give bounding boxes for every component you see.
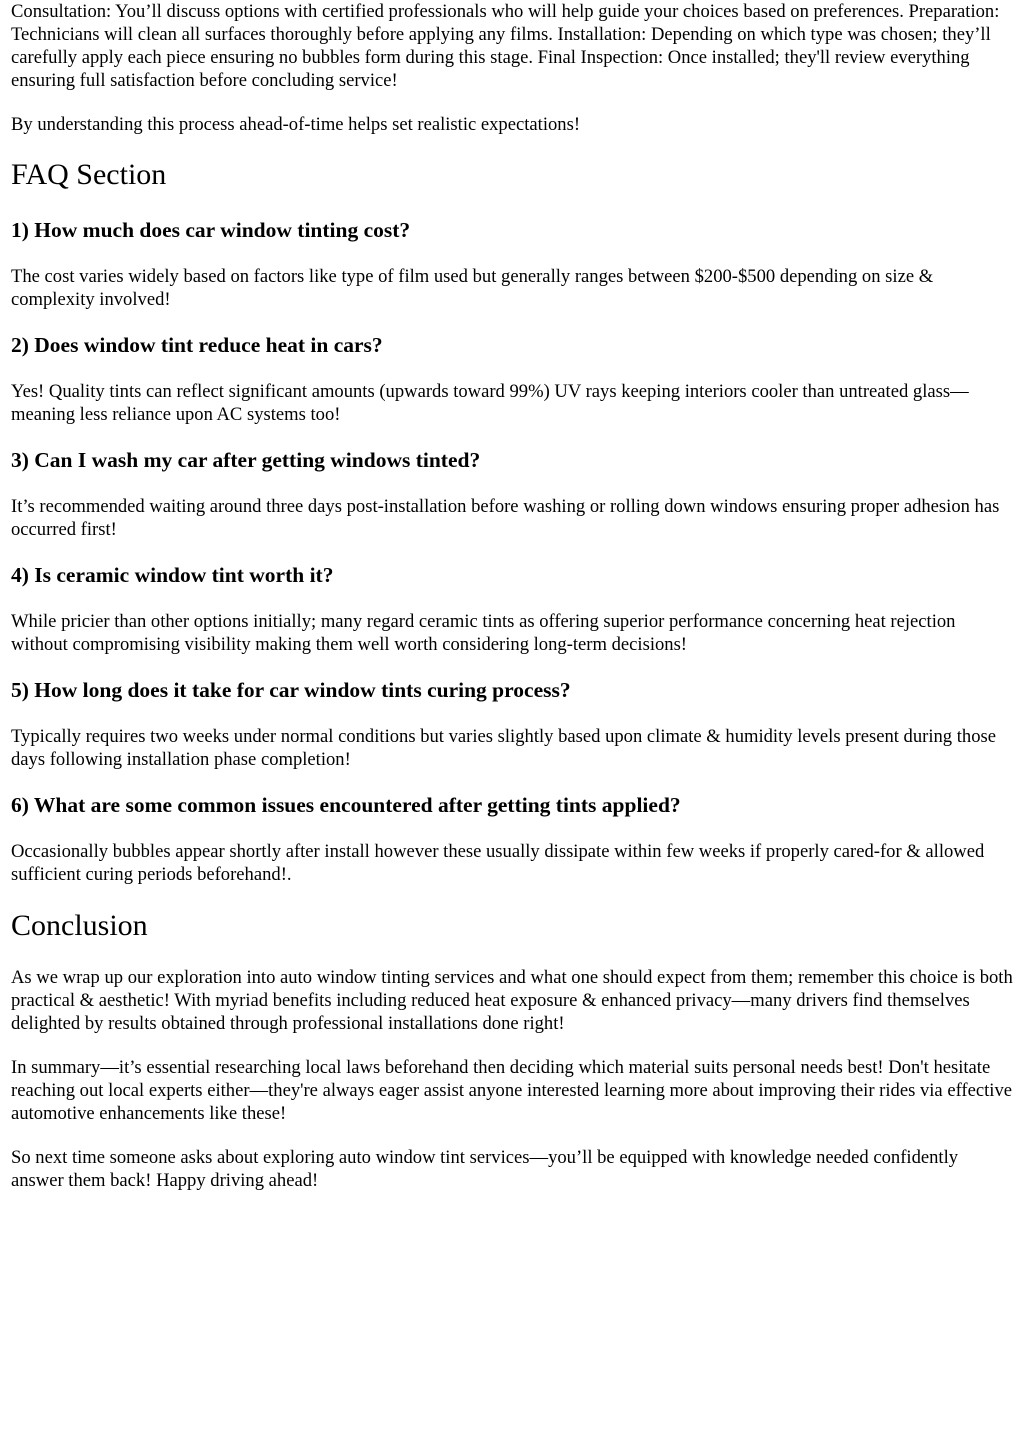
faq-answer-6: Occasionally bubbles appear shortly after install however these usually dissipate within few weeks if properly cared-for & allowed sufficient curing periods beforehand!. (11, 841, 985, 885)
faq-section-heading: FAQ Section (11, 158, 167, 191)
faq-question-1: 1) How much does car window tinting cost? (11, 218, 411, 242)
conclusion-heading: Conclusion (11, 909, 148, 942)
faq-answer-2: Yes! Quality tints can reflect significant amounts (upwards toward 99%) UV rays keeping interiors cooler than untreated glass—meaning less reliance upon AC systems too! (11, 381, 969, 425)
conclusion-paragraph-3: So next time someone asks about exploring auto window tint services—you’ll be equipped with knowledge needed confidently answer them back! Happy driving ahead! (11, 1147, 959, 1191)
conclusion-paragraph-1: As we wrap up our exploration into auto window tinting services and what one should expect from them; remember this choice is both practical & aesthetic! With myriad benefits including reduced heat exposure & enhanced privacy—many drivers find themselves delighted by results obtained through professional installations done right! (11, 967, 1013, 1034)
expectations-paragraph: By understanding this process ahead-of-time helps set realistic expectations! (11, 114, 581, 135)
faq-answer-1: The cost varies widely based on factors like type of film used but generally ranges between $200-$500 depending on size & complexity involved! (11, 266, 934, 310)
faq-answer-5: Typically requires two weeks under normal conditions but varies slightly based upon climate & humidity levels present during those days following installation phase completion! (11, 726, 996, 770)
process-paragraph: Consultation: You’ll discuss options with certified professionals who will help guide your choices based on preferences. Preparation: Technicians will clean all surfaces thoroughly before applying any films. Installation: Depending on which type was chosen; they’ll carefully apply each piece ensuring no bubbles form during this stage. Final Inspection: Once installed; they'll review everything ensuring full satisfaction before concluding service! (11, 1, 1000, 91)
faq-question-4: 4) Is ceramic window tint worth it? (11, 563, 334, 587)
faq-question-3: 3) Can I wash my car after getting windows tinted? (11, 448, 481, 472)
faq-answer-4: While pricier than other options initially; many regard ceramic tints as offering superior performance concerning heat rejection without compromising visibility making them well worth considering long-term decisions! (11, 611, 956, 655)
faq-question-2: 2) Does window tint reduce heat in cars? (11, 333, 383, 357)
faq-question-6: 6) What are some common issues encountered after getting tints applied? (11, 793, 681, 817)
faq-question-5: 5) How long does it take for car window tints curing process? (11, 678, 571, 702)
conclusion-paragraph-2: In summary—it’s essential researching local laws beforehand then deciding which material suits personal needs best! Don't hesitate reaching out local experts either—they're always eager assist anyone interested learning more about improving their rides via effective automotive enhancements like these! (11, 1057, 1013, 1124)
faq-answer-3: It’s recommended waiting around three days post-installation before washing or rolling down windows ensuring proper adhesion has occurred first! (11, 496, 1000, 540)
